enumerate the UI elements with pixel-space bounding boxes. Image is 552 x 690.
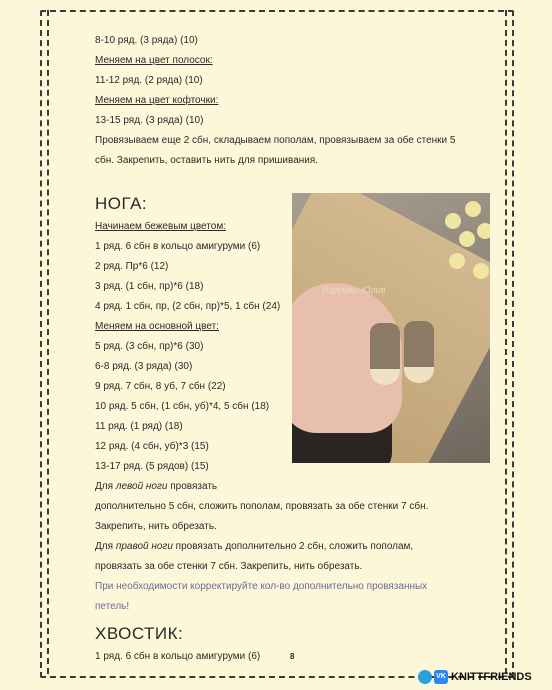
knitted-legs-photo [292, 193, 490, 463]
tail-line: 1 ряд. 6 сбн в кольцо амигуруми (6) [95, 651, 261, 662]
right-leg-line1 [95, 540, 505, 554]
leg-line: 4 ряд. 1 сбн, пр, (2 сбн, пр)*5, 1 сбн (24) [95, 301, 281, 312]
leg-line: Меняем на основной цвет: [95, 321, 219, 332]
left-leg-line1 [95, 480, 505, 494]
note-line2: петель! [95, 601, 130, 612]
vk-icon[interactable]: VK [434, 670, 448, 684]
leg-line: 5 ряд. (3 сбн, пр)*6 (30) [95, 341, 204, 352]
leg-heading: НОГА: [95, 194, 148, 213]
right-leg-post: провязать дополнительно 2 сбн, сложить пополам, [172, 541, 414, 552]
top-line: 8-10 ряд. (3 ряда) (10) [95, 35, 198, 46]
leg-line: 10 ряд. 5 сбн, (1 сбн, уб)*4, 5 сбн (18) [95, 401, 270, 412]
right-leg-em: правой ноги [115, 541, 173, 552]
leg-line: 9 ряд. 7 сбн, 8 уб, 7 сбн (22) [95, 381, 226, 392]
leg-line: Начинаем бежевым цветом: [95, 221, 226, 232]
tail-heading: ХВОСТИК: [95, 624, 184, 643]
knitted-leg-right [404, 321, 434, 383]
leg-line: 1 ряд. 6 сбн в кольцо амигуруми (6) [95, 241, 261, 252]
top-line: 13-15 ряд. (3 ряда) (10) [95, 115, 204, 126]
top-line: Меняем на цвет кофточки: [95, 95, 219, 106]
leg-line: 3 ряд. (1 сбн, пр)*6 (18) [95, 281, 204, 292]
page-number: 8 [290, 652, 295, 661]
leg-line: 2 ряд. Пр*6 (12) [95, 261, 169, 272]
left-leg-em: левой ноги [115, 481, 168, 492]
leg-line: 11 ряд. (1 ряд) (18) [95, 421, 183, 432]
knitted-leg-left [370, 323, 400, 385]
photo-watermark: Игрушки Юлия [322, 285, 386, 295]
left-leg-line2: дополнительно 5 сбн, сложить пополам, провязать за обе стенки 7 сбн. [95, 501, 429, 512]
brand-name: KNITTFRIENDS [451, 671, 532, 683]
leg-line: 6-8 ряд. (3 ряда) (30) [95, 361, 193, 372]
right-leg-pre: Для [95, 541, 116, 552]
telegram-icon[interactable] [418, 670, 432, 684]
top-line: 11-12 ряд. (2 ряда) (10) [95, 75, 203, 86]
flowers [437, 193, 490, 303]
top-block [95, 34, 505, 168]
left-leg-post: провязать [167, 481, 218, 492]
right-leg-line2: провязать за обе стенки 7 сбн. Закрепить, нить обрезать. [95, 561, 363, 572]
left-leg-line3: Закрепить, нить обрезать. [95, 521, 217, 532]
leg-line: 13-17 ряд. (5 рядов) (15) [95, 461, 209, 472]
note-line1: При необходимости корректируйте кол-во дополнительно провязанных [95, 581, 428, 592]
leg-line: 12 ряд. (4 сбн, уб)*3 (15) [95, 441, 209, 452]
top-line: Провязываем еще 2 сбн, складываем пополам, провязываем за обе стенки 5 [95, 135, 456, 146]
top-line: Меняем на цвет полосок: [95, 55, 213, 66]
left-leg-pre: Для [95, 481, 116, 492]
tail-block [95, 650, 505, 664]
top-line: сбн. Закрепить, оставить нить для пришивания. [95, 155, 319, 166]
